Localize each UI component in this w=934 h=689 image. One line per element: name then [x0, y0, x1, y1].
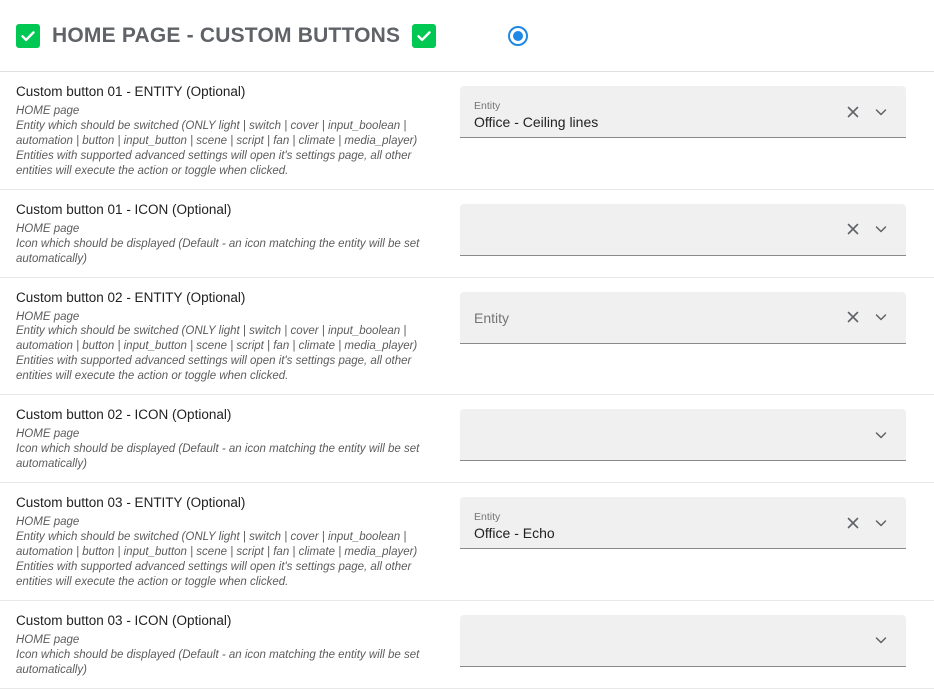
setting-description	[16, 427, 448, 472]
page-title: HOME PAGE - CUSTOM BUTTONS	[52, 23, 401, 47]
entity-picker-field[interactable]	[460, 86, 906, 138]
setting-description	[16, 104, 448, 179]
setting-description-line: Entities with supported advanced settings will open it's settings page, all other entities will execute the action or toggle when clicked.	[16, 355, 415, 383]
chevron-down-icon[interactable]	[868, 216, 894, 242]
field-label: Entity	[474, 100, 501, 112]
setting-control-block	[460, 407, 918, 461]
setting-description-line: HOME page	[16, 428, 80, 441]
settings-row	[0, 601, 934, 689]
setting-control-block	[460, 202, 918, 256]
field-text-wrap[interactable]	[474, 203, 840, 256]
setting-description-line: Entity which should be switched (ONLY light | switch | cover | input_boolean | automation | button | input_button | scene | script | fan | climate | media_player)	[16, 325, 418, 353]
chevron-down-icon[interactable]	[868, 510, 894, 536]
setting-description-block	[16, 613, 460, 678]
clear-icon[interactable]	[840, 99, 866, 125]
setting-control-block	[460, 84, 918, 138]
setting-description-line: Entity which should be switched (ONLY light | switch | cover | input_boolean | automation | button | input_button | scene | script | fan | climate | media_player)	[16, 530, 418, 558]
entity-picker-field[interactable]	[460, 497, 906, 549]
field-text-wrap[interactable]	[474, 496, 840, 549]
chevron-down-icon[interactable]	[868, 304, 894, 330]
setting-description	[16, 310, 448, 385]
entity-picker-field[interactable]	[460, 204, 906, 256]
setting-description-line: Entities with supported advanced settings will open it's settings page, all other entities will execute the action or toggle when clicked.	[16, 149, 415, 177]
field-placeholder[interactable]: Entity	[474, 310, 510, 326]
setting-description-block	[16, 290, 460, 385]
page-header	[0, 0, 934, 72]
setting-title: Custom button 01 - ENTITY (Optional)	[16, 84, 246, 99]
setting-control-block	[460, 495, 918, 549]
setting-title: Custom button 02 - ICON (Optional)	[16, 407, 232, 423]
setting-description-line: Icon which should be displayed (Default - an icon matching the entity will be set automatically)	[16, 648, 423, 676]
chevron-down-icon[interactable]	[868, 627, 894, 653]
radio-selected-icon[interactable]	[508, 26, 528, 46]
entity-picker-field[interactable]	[460, 409, 906, 461]
setting-title: Custom button 03 - ICON (Optional)	[16, 612, 232, 628]
setting-description-line: HOME page	[16, 516, 80, 528]
field-icons	[840, 510, 900, 536]
checkbox-checked-icon-left[interactable]	[16, 24, 40, 48]
field-icons	[840, 216, 900, 242]
field-text-wrap[interactable]	[474, 408, 868, 461]
settings-row	[0, 190, 934, 278]
field-value[interactable]: Office - Echo	[474, 525, 555, 541]
setting-description-block	[16, 202, 460, 267]
settings-row	[0, 72, 934, 190]
setting-title: Custom button 03 - ENTITY (Optional)	[16, 495, 246, 510]
field-label: Entity	[474, 511, 501, 523]
chevron-down-icon[interactable]	[868, 99, 894, 125]
setting-description-line: Icon which should be displayed (Default - an icon matching the entity will be set automatically)	[16, 237, 423, 265]
field-text-wrap[interactable]	[474, 291, 840, 344]
entity-picker-field[interactable]	[460, 292, 906, 344]
setting-description-line: HOME page	[16, 310, 80, 323]
clear-icon[interactable]	[840, 304, 866, 330]
setting-title: Custom button 01 - ICON (Optional)	[16, 201, 232, 217]
setting-description-block	[16, 84, 460, 179]
setting-description-line: HOME page	[16, 633, 80, 646]
setting-description-line: Entities with supported advanced settings will open it's settings page, all other entities will execute the action or toggle when clicked.	[16, 560, 415, 588]
settings-row	[0, 278, 934, 396]
clear-icon[interactable]	[840, 216, 866, 242]
setting-description	[16, 633, 448, 678]
setting-description-block	[16, 495, 460, 590]
setting-title: Custom button 02 - ENTITY (Optional)	[16, 289, 246, 305]
field-icons	[868, 627, 900, 653]
settings-rows	[0, 72, 934, 689]
checkbox-checked-icon-right[interactable]	[412, 24, 436, 48]
field-icons	[868, 422, 900, 448]
setting-description	[16, 515, 448, 590]
setting-description-line: Entity which should be switched (ONLY light | switch | cover | input_boolean | automation | button | input_button | scene | script | fan | climate | media_player)	[16, 119, 418, 147]
entity-picker-field[interactable]	[460, 615, 906, 667]
setting-control-block	[460, 613, 918, 667]
field-icons	[840, 99, 900, 125]
field-icons	[840, 304, 900, 330]
setting-description-line: HOME page	[16, 105, 80, 117]
setting-description-block	[16, 407, 460, 472]
settings-row	[0, 483, 934, 601]
radio-outer	[508, 26, 528, 46]
settings-row	[0, 395, 934, 483]
field-value[interactable]: Office - Ceiling lines	[474, 114, 599, 130]
radio-inner	[513, 31, 523, 41]
field-text-wrap[interactable]	[474, 85, 840, 138]
setting-description-line: HOME page	[16, 222, 80, 235]
setting-description-line: Icon which should be displayed (Default - an icon matching the entity will be set automatically)	[16, 443, 423, 471]
field-text-wrap[interactable]	[474, 614, 868, 667]
setting-control-block	[460, 290, 918, 344]
clear-icon[interactable]	[840, 510, 866, 536]
setting-description	[16, 222, 448, 267]
chevron-down-icon[interactable]	[868, 422, 894, 448]
